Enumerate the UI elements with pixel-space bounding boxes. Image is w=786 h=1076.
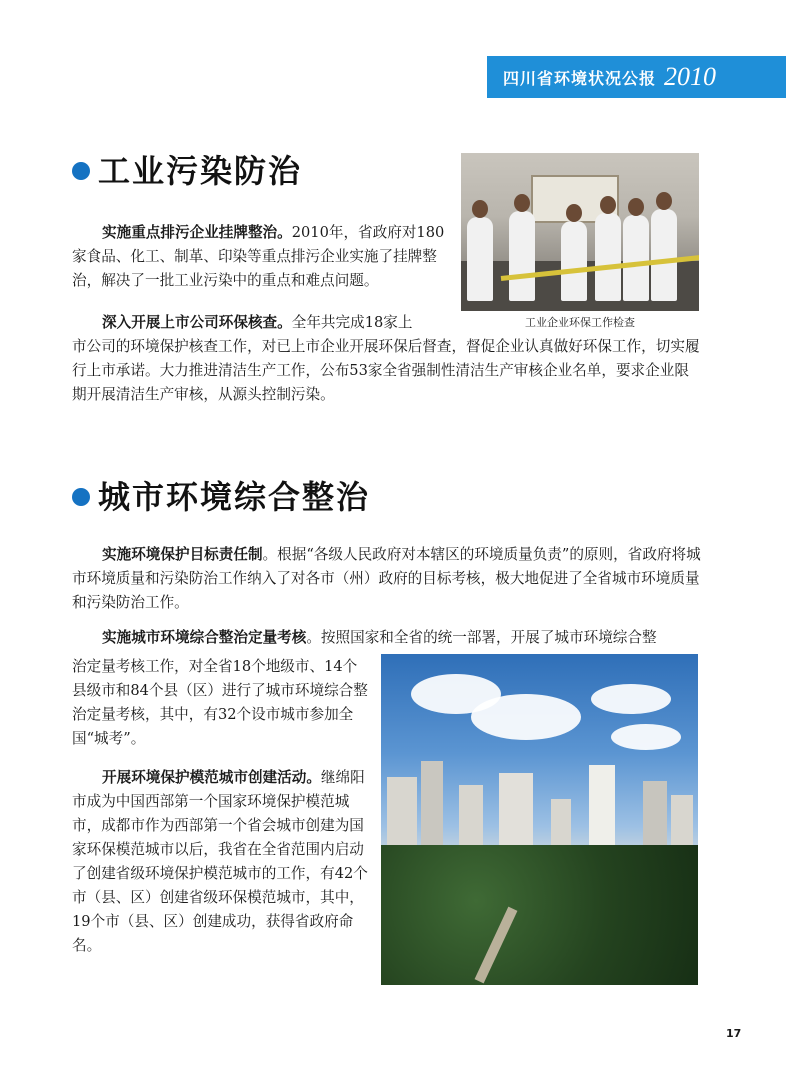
paragraph-lead: 开展环境保护模范城市创建活动。 [102, 769, 321, 786]
paragraph-lead: 实施重点排污企业挂牌整治。 [102, 224, 292, 241]
paragraph-body: 全年共完成18家上 [291, 314, 413, 331]
paragraph-lead: 实施环境保护目标责任制 [102, 546, 263, 563]
bullet-icon [72, 488, 90, 506]
paragraph-body: 继绵阳市成为中国西部第一个国家环境保护模范城市，成都市作为西部第一个省会城市创建为国家环保模范城市以后，我省在全省范围内启动了创建省级环境保护模范城市的工作，有42个市（县、区）创建省级环保模范城市，其中，19个市（县、区）创建成功，获得省政府命名。 [72, 769, 368, 954]
page-number: 17 [726, 1027, 742, 1040]
paragraph-quantitative-first-line [72, 626, 702, 650]
photo-building [421, 761, 443, 855]
section-title-text: 工业污染防治 [98, 152, 303, 190]
section-title-urban [72, 472, 370, 518]
photo-building [499, 773, 533, 855]
photo-cloud [471, 694, 581, 740]
paragraph-body: 2010年，省政府对180家食品、化工、制革、印染等重点排污企业实施了挂牌整治，解决了一批工业污染中的重点和难点问题。 [72, 224, 445, 289]
photo-building [387, 777, 417, 855]
inspection-photo [461, 153, 699, 311]
paragraph-listed-company-first-line [72, 311, 456, 335]
paragraph-listed-rectification [72, 221, 456, 293]
paragraph-lead: 深入开展上市公司环保核查。 [102, 314, 292, 331]
photo-person [561, 221, 587, 301]
photo-person [651, 209, 677, 301]
photo-person [467, 217, 493, 301]
photo-building [589, 765, 615, 855]
bullet-icon [72, 162, 90, 180]
photo-person [595, 213, 621, 301]
photo-cloud [591, 684, 671, 714]
city-skyline-photo [381, 654, 698, 985]
section-title-text: 城市环境综合整治 [98, 478, 371, 516]
paragraph-quantitative-rest: 治定量考核工作，对全省18个地级市、14个县级市和84个县（区）进行了城市环境综合整治定量考核，其中，有32个设市城市参加全国“城考”。 [72, 658, 368, 747]
paragraph-body: 。根据“各级人民政府对本辖区的环境质量负责”的原则，省政府将城市环境质量和污染防治工作纳入了对各市（州）政府的目标考核，极大地促进了全省城市环境质量和污染防治工作。 [72, 546, 701, 611]
paragraph-model-city [72, 766, 368, 958]
paragraph-target-responsibility [72, 543, 702, 615]
photo-caption: 工业企业环保工作检查 [525, 316, 635, 329]
photo-building [643, 781, 667, 855]
paragraph-listed-company-rest: 市公司的环境保护核查工作，对已上市企业开展环保后督查，督促企业认真做好环保工作，切实履行上市承诺。大力推进清洁生产工作，公布53家全省强制性清洁生产审核企业名单，要求企业限期开展清洁生产审核，从源头控制污染。 [72, 338, 700, 403]
paragraph-body: 。按照国家和全省的统一部署，开展了城市环境综合整 [306, 629, 657, 646]
photo-park-trees [381, 845, 698, 985]
section-title-industrial [72, 146, 302, 192]
photo-person [623, 215, 649, 301]
header-banner [487, 56, 786, 98]
paragraph-lead: 实施城市环境综合整治定量考核 [102, 629, 307, 646]
photo-person [509, 211, 535, 301]
report-title: 四川省环境状况公报 [503, 68, 657, 88]
report-year: 2010 [664, 62, 717, 91]
photo-cloud [611, 724, 681, 750]
